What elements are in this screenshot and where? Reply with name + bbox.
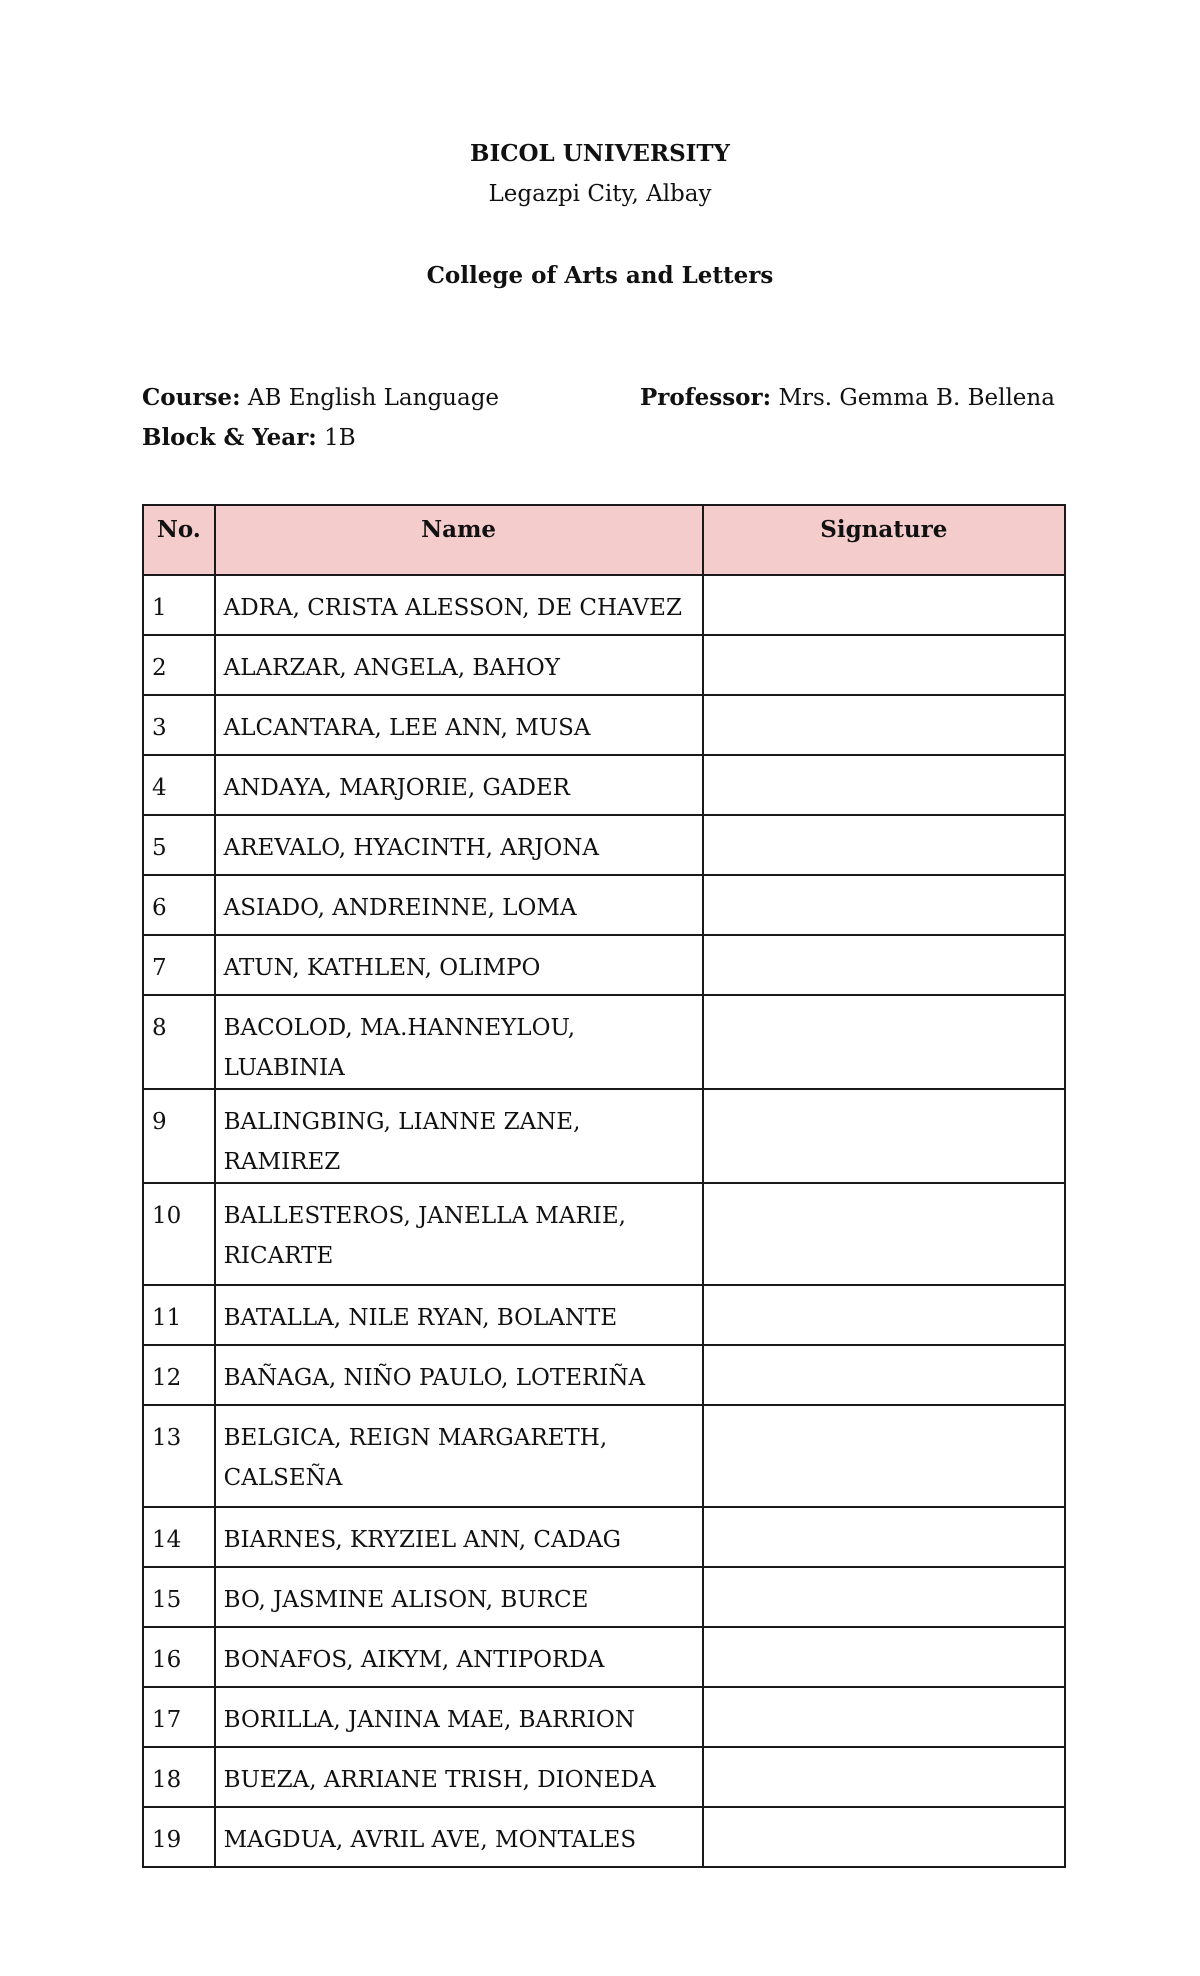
row-number: 14: [143, 1507, 215, 1567]
row-number: 2: [143, 635, 215, 695]
professor-info: [640, 384, 1055, 411]
row-number: 12: [143, 1345, 215, 1405]
row-number: 16: [143, 1627, 215, 1687]
signature-cell: [703, 1405, 1065, 1507]
signature-cell: [703, 1687, 1065, 1747]
student-name: AREVALO, HYACINTH, ARJONA: [215, 815, 703, 875]
table-row: [143, 1285, 1065, 1345]
table-row: [143, 575, 1065, 635]
table-row: [143, 1183, 1065, 1285]
student-name: BAÑAGA, NIÑO PAULO, LOTERIÑA: [215, 1345, 703, 1405]
block-year-value: 1B: [324, 425, 356, 451]
table-row: [143, 1345, 1065, 1405]
attendance-table: [142, 504, 1066, 1868]
student-name: ADRA, CRISTA ALESSON, DE CHAVEZ: [215, 575, 703, 635]
table-row: [143, 1807, 1065, 1867]
student-name: ASIADO, ANDREINNE, LOMA: [215, 875, 703, 935]
row-number: 10: [143, 1183, 215, 1285]
row-number: 8: [143, 995, 215, 1089]
column-header-name: Name: [215, 505, 703, 575]
table-row: [143, 1089, 1065, 1183]
signature-cell: [703, 995, 1065, 1089]
signature-cell: [703, 575, 1065, 635]
professor-label: Professor:: [640, 384, 772, 411]
signature-cell: [703, 1747, 1065, 1807]
signature-cell: [703, 1507, 1065, 1567]
table-row: [143, 635, 1065, 695]
table-row: [143, 995, 1065, 1089]
table-row: [143, 1747, 1065, 1807]
row-number: 1: [143, 575, 215, 635]
signature-cell: [703, 1627, 1065, 1687]
university-location: Legazpi City, Albay: [488, 181, 712, 207]
table-row: [143, 1507, 1065, 1567]
column-header-no: No.: [143, 505, 215, 575]
professor-value: Mrs. Gemma B. Bellena: [778, 385, 1055, 411]
student-name: BELGICA, REIGN MARGARETH, CALSEÑA: [215, 1405, 703, 1507]
signature-cell: [703, 875, 1065, 935]
block-year-label: Block & Year:: [142, 424, 317, 451]
table-row: [143, 695, 1065, 755]
student-name: ALARZAR, ANGELA, BAHOY: [215, 635, 703, 695]
table-row: [143, 1687, 1065, 1747]
student-name: BONAFOS, AIKYM, ANTIPORDA: [215, 1627, 703, 1687]
signature-cell: [703, 815, 1065, 875]
table-body: [143, 575, 1065, 1867]
student-name: BUEZA, ARRIANE TRISH, DIONEDA: [215, 1747, 703, 1807]
row-number: 19: [143, 1807, 215, 1867]
course-info: [142, 384, 499, 411]
table-header-row: [143, 505, 1065, 575]
student-name: ANDAYA, MARJORIE, GADER: [215, 755, 703, 815]
table-row: [143, 815, 1065, 875]
row-number: 9: [143, 1089, 215, 1183]
table-row: [143, 1405, 1065, 1507]
course-value: AB English Language: [247, 385, 500, 411]
table-row: [143, 1627, 1065, 1687]
table-row: [143, 935, 1065, 995]
table-row: [143, 875, 1065, 935]
row-number: 6: [143, 875, 215, 935]
row-number: 13: [143, 1405, 215, 1507]
row-number: 5: [143, 815, 215, 875]
signature-cell: [703, 1089, 1065, 1183]
student-name: BORILLA, JANINA MAE, BARRION: [215, 1687, 703, 1747]
student-name: ALCANTARA, LEE ANN, MUSA: [215, 695, 703, 755]
student-name: BIARNES, KRYZIEL ANN, CADAG: [215, 1507, 703, 1567]
course-label: Course:: [142, 384, 241, 411]
signature-cell: [703, 695, 1065, 755]
row-number: 11: [143, 1285, 215, 1345]
signature-cell: [703, 935, 1065, 995]
row-number: 15: [143, 1567, 215, 1627]
row-number: 18: [143, 1747, 215, 1807]
college-name: College of Arts and Letters: [426, 262, 774, 289]
signature-cell: [703, 1345, 1065, 1405]
signature-cell: [703, 755, 1065, 815]
table-row: [143, 755, 1065, 815]
block-year-info: [142, 424, 356, 451]
row-number: 17: [143, 1687, 215, 1747]
signature-cell: [703, 1183, 1065, 1285]
signature-cell: [703, 1807, 1065, 1867]
signature-cell: [703, 1285, 1065, 1345]
row-number: 3: [143, 695, 215, 755]
university-name: BICOL UNIVERSITY: [470, 140, 730, 167]
signature-cell: [703, 635, 1065, 695]
row-number: 7: [143, 935, 215, 995]
student-name: BALLESTEROS, JANELLA MARIE, RICARTE: [215, 1183, 703, 1285]
table-row: [143, 1567, 1065, 1627]
column-header-signature: Signature: [703, 505, 1065, 575]
student-name: BATALLA, NILE RYAN, BOLANTE: [215, 1285, 703, 1345]
student-name: BO, JASMINE ALISON, BURCE: [215, 1567, 703, 1627]
row-number: 4: [143, 755, 215, 815]
student-name: MAGDUA, AVRIL AVE, MONTALES: [215, 1807, 703, 1867]
student-name: BACOLOD, MA.HANNEYLOU, LUABINIA: [215, 995, 703, 1089]
student-name: ATUN, KATHLEN, OLIMPO: [215, 935, 703, 995]
signature-cell: [703, 1567, 1065, 1627]
student-name: BALINGBING, LIANNE ZANE, RAMIREZ: [215, 1089, 703, 1183]
